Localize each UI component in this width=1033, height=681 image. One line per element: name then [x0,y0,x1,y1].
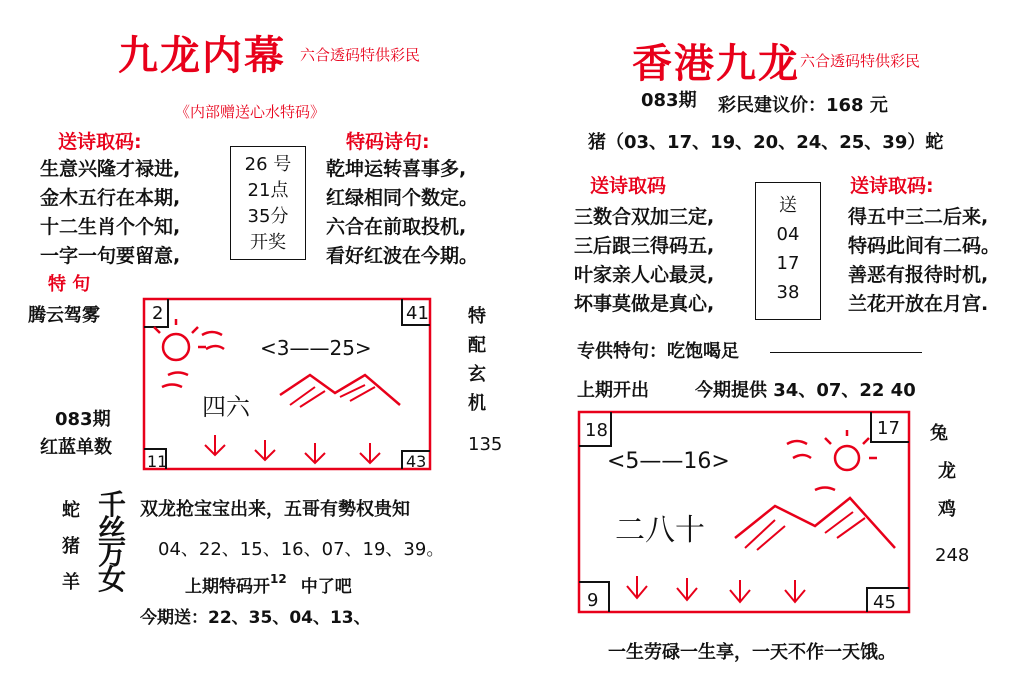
pic-range: <3——25> [260,336,372,360]
left-subtitle: 六合透码特供彩民 [300,46,421,64]
right-poem-heading-left: 送诗取码 [590,175,667,197]
pic-corner-tr: 17 [877,418,900,439]
side-char: 配 [468,335,486,356]
pic-corner-tr: 41 [406,303,429,324]
big-char: 女 [98,563,127,596]
last-period-note: 中了吧 [300,577,352,597]
right-title: 香港九龙 [632,40,800,87]
right-special: 专供特句：吃饱喝足 [577,341,739,362]
poem-line: 善恶有报待时机, [848,264,989,286]
right-price: 彩民建议价：168 元 [718,95,888,116]
left-title: 九龙内幕 [118,32,286,79]
pic-corner-bl: 9 [587,590,599,611]
right-poem-right [848,203,1000,319]
left-poem-left [40,155,180,271]
pic-corner-br: 45 [873,592,896,613]
left-side-chars [468,302,486,418]
left-poem-heading-left: 送诗取码: [58,131,142,153]
poem-line: 看好红波在今期。 [326,245,479,267]
poem-line: 乾坤运转喜事多, [326,158,467,180]
side-char: 机 [468,393,486,414]
poem-line: 三后跟三得码五, [574,235,715,257]
left-issue: 083期 [55,409,111,430]
pic-corner-tl: 2 [152,303,164,324]
poem-line: 六合在前取投机, [326,216,467,238]
left-poem-heading-right: 特码诗句: [346,131,430,153]
last-period-label: 上期特码开 [185,577,270,597]
draw-hour: 21点 [247,180,289,201]
side-char: 兔 [930,423,948,444]
big-char: 万 [98,538,127,571]
left-issue-note: 红蓝单数 [40,437,112,458]
poem-line: 金木五行在本期, [40,187,181,209]
pic-corner-br: 43 [406,452,427,471]
poem-line: 兰花开放在月宫. [848,293,989,315]
left-hint-drawing [140,295,435,473]
poem-line: 生意兴隆才禄进, [40,158,181,180]
poem-line: 一字一句要留意, [40,245,181,267]
send-number: 17 [776,253,800,274]
right-side-number: 248 [935,545,970,566]
send-number: 38 [776,282,800,303]
left-line-4: 今期送：22、35、04、13、 [140,608,371,628]
pig-snake-line: 猪（03、17、19、20、24、25、39）蛇 [588,132,944,153]
pic-corner-bl: 11 [147,452,168,471]
side-char: 玄 [468,364,486,385]
right-subtitle: 六合透码特供彩民 [800,52,921,70]
footer-motto: 一生劳碌一生享，一天不作一天饿。 [608,642,896,663]
poem-line: 红绿相同个数定。 [326,187,479,209]
pic-text: 四六 [202,393,250,421]
side-char: 龙 [938,461,956,482]
last-period-label-right: 上期开出 [577,380,649,401]
poem-line: 坏事莫做是真心, [574,293,715,315]
left-side-number: 135 [468,434,503,455]
this-period-numbers: 今期提供 34、07、22 40 [695,380,916,401]
draw-date: 26 号 [244,154,292,175]
zodiac: 蛇 [62,500,80,521]
draw-time-box [230,146,306,260]
big-char: 千 [98,488,127,521]
poem-line: 叶家亲人心最灵, [574,264,715,286]
pic-range: <5——16> [607,449,730,474]
side-char: 鸡 [938,499,956,520]
poem-line: 特码此间有二码。 [848,235,1001,257]
send-label: 送 [779,195,797,216]
left-line-3 [185,572,352,597]
poem-line: 三数合双加三定, [574,206,715,228]
poem-line: 十二生肖个个知, [40,216,181,238]
left-line-2: 04、22、15、16、07、19、39。 [158,539,445,560]
right-issue: 083期 [641,90,697,111]
pic-corner-tl: 18 [585,420,608,441]
zodiac: 猪 [62,536,80,557]
right-poem-heading-right: 送诗取码: [850,175,934,197]
big-char: 丝 [98,513,127,546]
send-number-box [755,182,821,320]
right-side-chars [930,415,956,529]
zodiac: 羊 [62,572,80,593]
left-gift-heading: 《内部赠送心水特码》 [175,103,326,121]
big-chars [98,488,127,596]
left-line-1: 双龙抢宝宝出来，五哥有勢权贵知 [140,499,410,520]
right-poem-left [574,203,714,319]
left-poem-right [326,155,478,271]
send-number: 04 [776,224,800,245]
left-zodiacs [62,493,80,601]
draw-minute: 35分 [247,206,289,227]
special-label: 特 句 [48,274,91,295]
divider [770,352,922,353]
poem-line: 得五中三二后来, [848,206,989,228]
side-char: 特 [468,306,486,327]
pic-text: 二八十 [615,513,705,548]
last-period-number: 12 [270,572,287,586]
draw-label: 开奖 [250,232,286,253]
special-phrase: 腾云驾雾 [28,305,100,326]
right-hint-drawing [575,408,915,618]
